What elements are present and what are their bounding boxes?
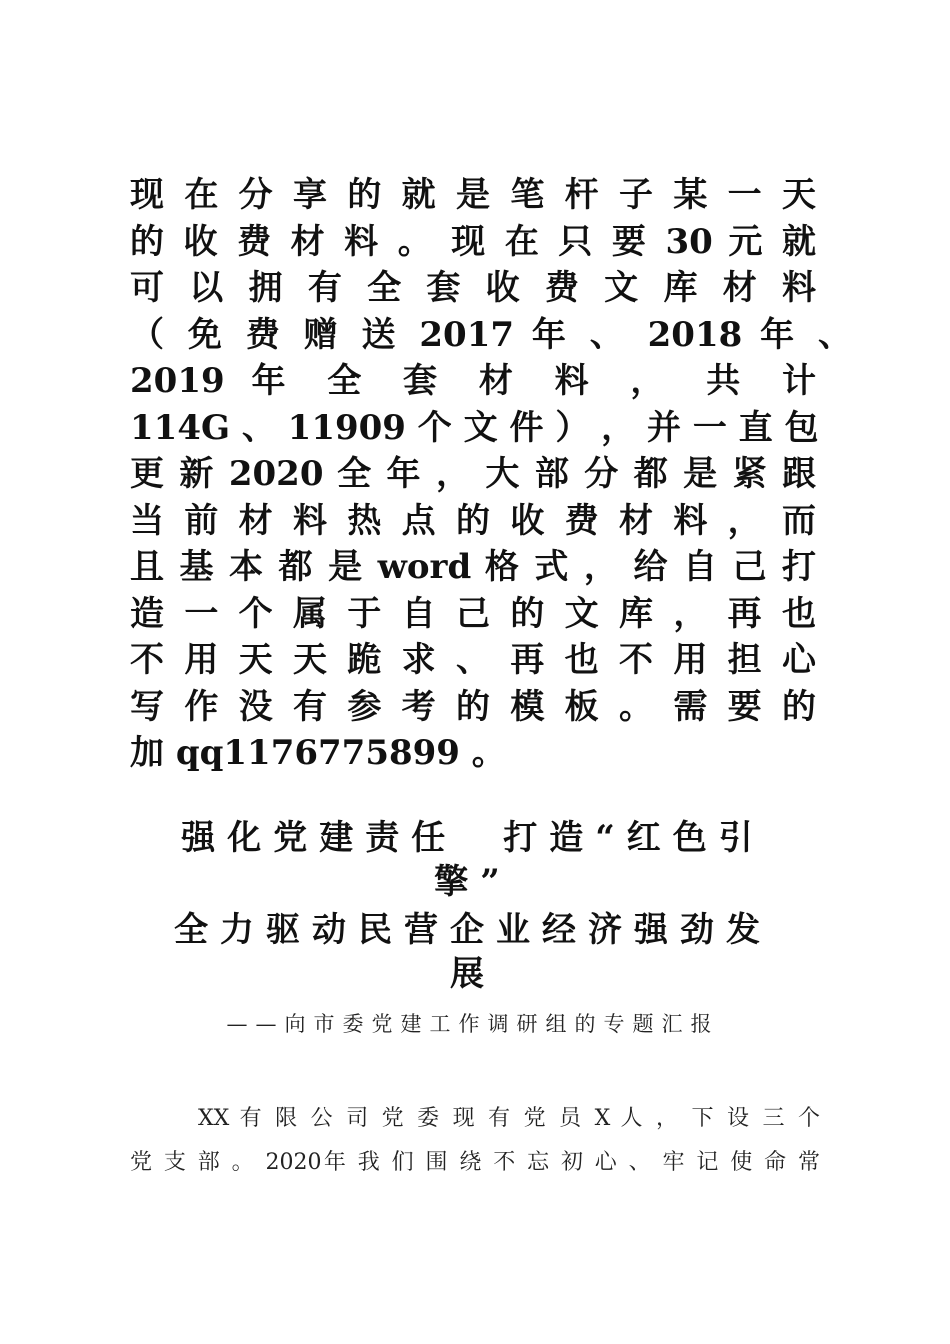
title-line: 擎” xyxy=(434,862,512,902)
document-subtitle: ——向市委党建工作调研组的专题汇报 xyxy=(226,1012,720,1036)
document-title xyxy=(130,816,816,996)
promo-line: 当 前 材 料 热 点 的 收 费 材 料 ， 而 xyxy=(130,500,816,541)
promo-line: 不 用 天 天 跪 求 、 再 也 不 用 担 心 xyxy=(130,640,816,680)
promo-line: 更 新 2020 全 年 ， 大 部 分 都 是 紧 跟 xyxy=(130,454,816,494)
promo-line: （ 免 费 赠 送 2017 年 、 2018 年 、 xyxy=(130,314,852,355)
promo-line: 现 在 分 享 的 就 是 笔 杆 子 某 一 天 xyxy=(130,175,816,215)
body-line: 党 支 部 。 2020年 我 们 围 绕 不 忘 初 心 、 牢 记 使 命 常 xyxy=(130,1150,820,1175)
title-line: 全力驱动民营企业经济强劲发 xyxy=(174,910,772,950)
promo-paragraph xyxy=(130,172,852,777)
promo-line: 的 收 费 材 料 。 现 在 只 要 30 元 就 xyxy=(130,221,816,262)
promo-line: 且 基 本 都 是 word 格 式 ， 给 自 己 打 xyxy=(130,547,816,587)
promo-line: 114G 、 11909 个 文 件 ） ， 并 一 直 包 xyxy=(130,407,819,448)
body-line: XX 有 限 公 司 党 委 现 有 党 员 X 人 ， 下 设 三 个 xyxy=(198,1106,820,1131)
title-line: 展 xyxy=(450,954,496,994)
promo-line: 可 以 拥 有 全 套 收 费 文 库 材 料 xyxy=(130,268,816,308)
body-paragraph xyxy=(130,1097,820,1185)
title-line: 强化党建责任 打造“红色引 xyxy=(181,818,765,858)
promo-line: 2019 年 全 套 材 料 ， 共 计 xyxy=(130,361,816,401)
promo-line: 加 qq1176775899 。 xyxy=(130,733,506,773)
promo-line: 造 一 个 属 于 自 己 的 文 库 ， 再 也 xyxy=(130,593,816,634)
promo-line: 写 作 没 有 参 考 的 模 板 。 需 要 的 xyxy=(130,686,816,727)
